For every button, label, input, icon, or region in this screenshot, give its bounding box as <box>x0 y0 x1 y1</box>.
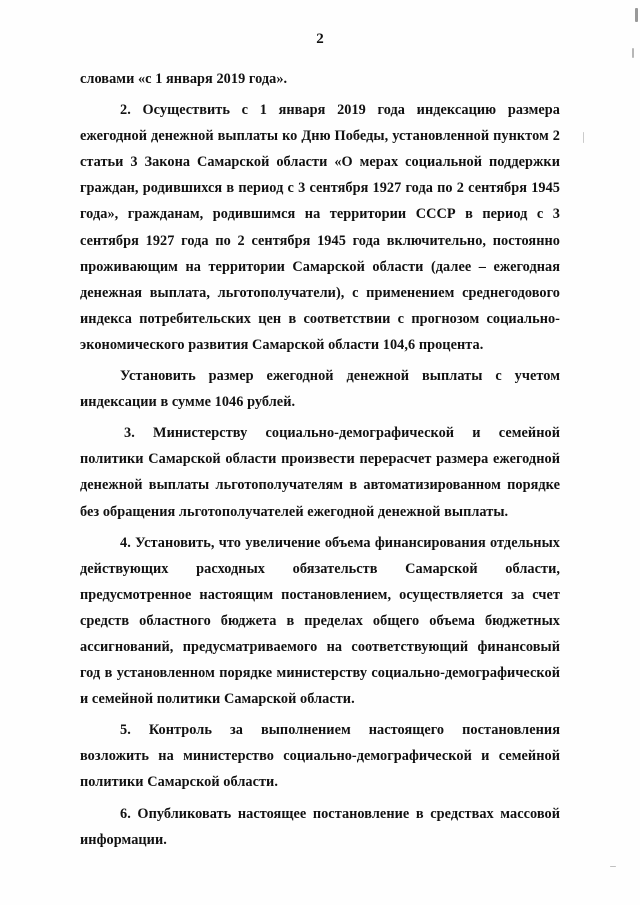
page-number: 2 <box>316 31 324 47</box>
paragraph-continuation: словами «с 1 января 2019 года». <box>80 71 288 87</box>
paragraph-set-amount: Установить размер ежегодной денежной выплаты с учетом индексации в сумме 1046 рублей. <box>80 368 560 411</box>
scan-artifact <box>635 8 638 22</box>
paragraph-item-3: 3. Министерству социально-демографической и семейной политики Самарской области произвести перерасчет размера ежегодной денежной выплаты льготополучателям в автоматизированном порядке без обращения льготополучателей ежегодной денежной выплаты. <box>80 425 560 520</box>
paragraph-item-2: 2. Осуществить с 1 января 2019 года индексацию размера ежегодной денежной выплаты ко Дню Победы, установленной пунктом 2 статьи 3 Закона Самарской области «О мерах социальной поддержки граждан, родившихся в период с 3 сентября 1927 года по 2 сентября 1945 года», гражданам, родившимся на территории СССР в период с 3 сентября 1927 года по 2 сентября 1945 года включительно, постоянно проживающим на территории Самарской области (далее – ежегодная денежная выплата, льготополучатели), с применением среднегодового индекса потребительских цен в соответствии с прогнозом социально-экономического развития Самарской области 104,6 процента. <box>80 102 560 353</box>
scan-artifact <box>610 866 616 867</box>
scan-artifact <box>632 48 634 58</box>
paragraph-item-5: 5. Контроль за выполнением настоящего постановления возложить на министерство социально-демографической и семейной политики Самарской области. <box>80 722 560 791</box>
paragraph-item-6: 6. Опубликовать настоящее постановление в средствах массовой информации. <box>80 805 560 848</box>
scan-artifact <box>583 132 584 143</box>
paragraph-item-4: 4. Установить, что увеличение объема финансирования отдельных действующих расходных обязательств Самарской области, предусмотренное настоящим постановлением, осуществляется за счет средств областного бюджета в пределах общего объема бюджетных ассигнований, предусматриваемого на соответствующий финансовый год в установленном порядке министерству социально-демографической и семейной политики Самарской области. <box>80 534 560 708</box>
document-body <box>80 66 560 853</box>
